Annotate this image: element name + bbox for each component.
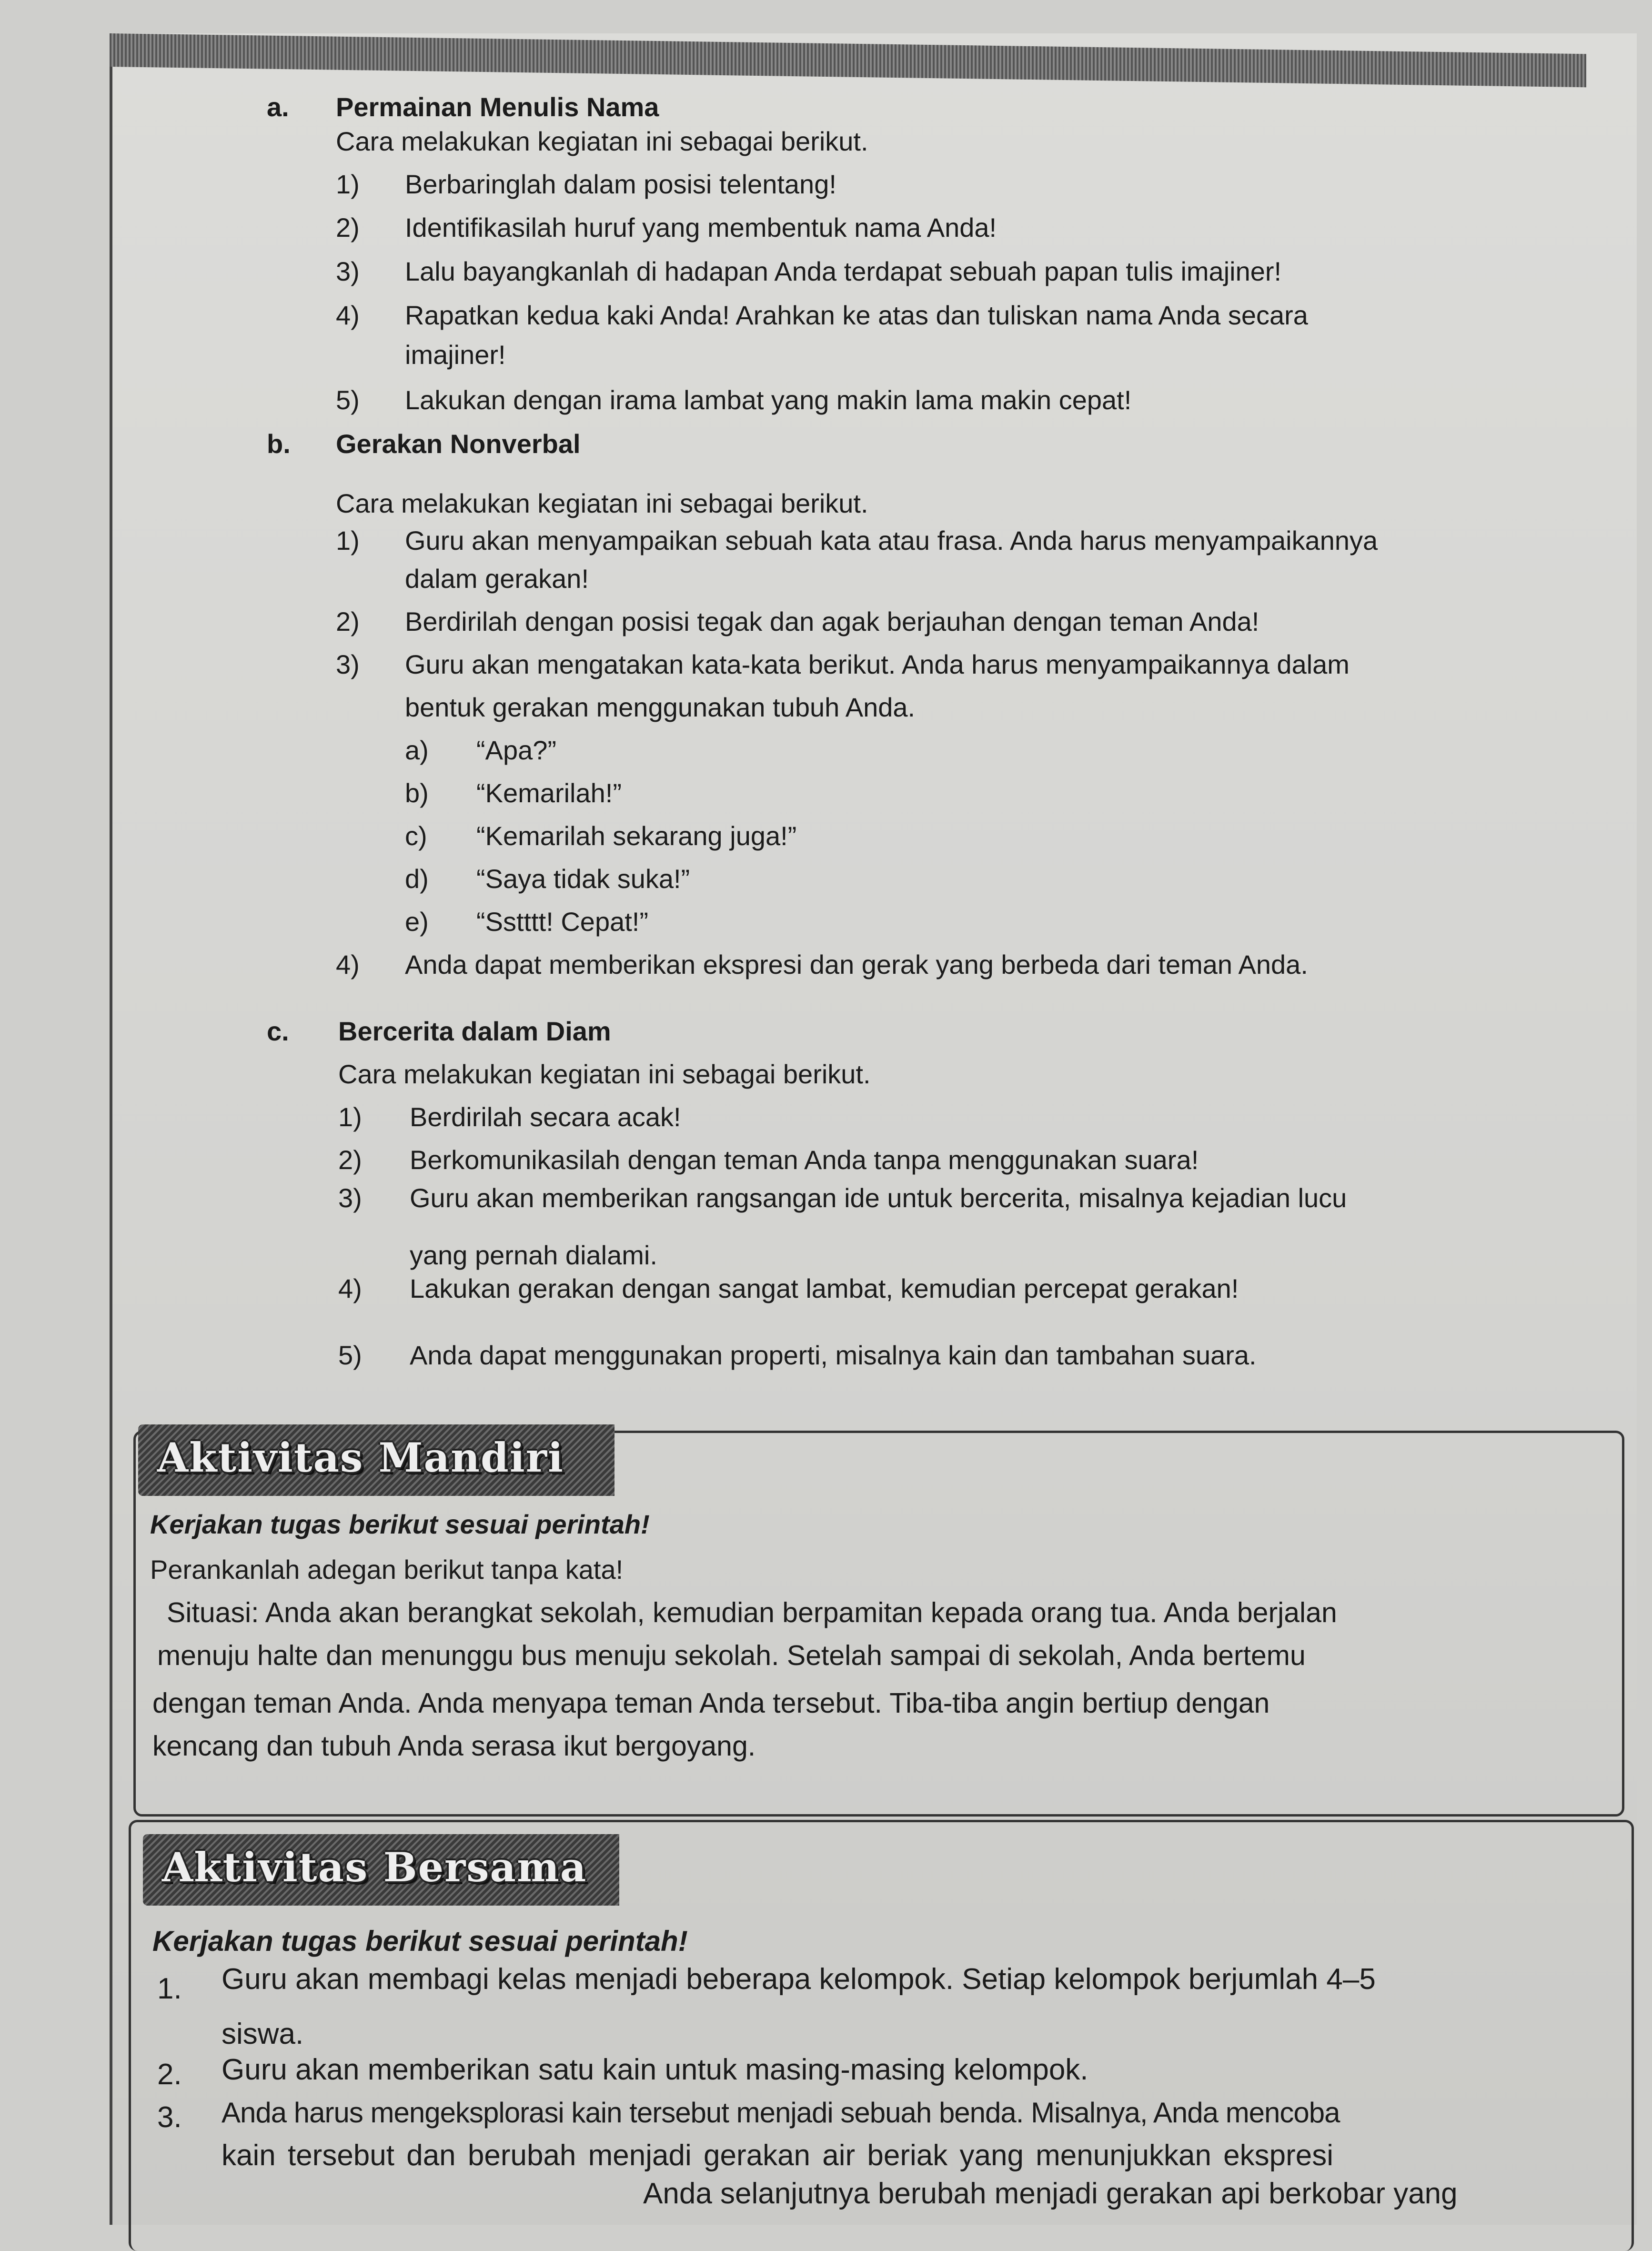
subitem-text: “Apa?” [476,735,557,765]
step-number: 4) [336,300,360,330]
step-text: yang pernah dialami. [410,1240,657,1270]
item-text: siswa. [222,2018,304,2050]
step-number: 5) [338,1340,362,1370]
activity-text: kencang dan tubuh Anda serasa ikut bergoyang. [152,1730,756,1762]
item-number: 1. [157,1972,182,2005]
step-text: Lakukan gerakan dengan sangat lambat, kemudian percepat gerakan! [410,1273,1239,1303]
step-number: 2) [336,606,360,636]
subitem-text: “Kemarilah!” [476,778,622,808]
step-text: Lakukan dengan irama lambat yang makin lama makin cepat! [405,385,1132,415]
section-marker: b. [267,429,291,459]
activity-text: Situasi: Anda akan berangkat sekolah, kemudian berpamitan kepada orang tua. Anda berjalan [167,1597,1337,1628]
section-title: Permainan Menulis Nama [336,92,659,122]
step-number: 1) [336,525,360,555]
step-text: Guru akan memberikan rangsangan ide untuk bercerita, misalnya kejadian lucu [410,1183,1347,1213]
step-text: Lalu bayangkanlah di hadapan Anda terdapat sebuah papan tulis imajiner! [405,256,1282,286]
aktivitas-bersama-badge [143,1834,619,1906]
item-text: Anda harus mengeksplorasi kain tersebut menjadi sebuah benda. Misalnya, Anda mencoba [222,2097,1340,2129]
subitem-number: e) [405,907,429,937]
subitem-number: c) [405,821,427,851]
section-title: Gerakan Nonverbal [336,429,581,459]
step-text: Anda dapat menggunakan properti, misalnya kain dan tambahan suara. [410,1340,1257,1370]
subitem-number: d) [405,864,429,894]
step-text: Berdirilah dengan posisi tegak dan agak berjauhan dengan teman Anda! [405,606,1259,636]
step-text: Berkomunikasilah dengan teman Anda tanpa menggunakan suara! [410,1145,1199,1175]
item-number: 2. [157,2058,182,2091]
subitem-number: a) [405,735,429,765]
activity-text: dengan teman Anda. Anda menyapa teman Anda tersebut. Tiba-tiba angin bertiup dengan [152,1687,1270,1719]
badge-label: Aktivitas Bersama [162,1844,587,1891]
step-number: 2) [336,212,360,242]
step-text: Rapatkan kedua kaki Anda! Arahkan ke atas dan tuliskan nama Anda secara [405,300,1308,330]
section-title: Bercerita dalam Diam [338,1016,611,1046]
item-text: Guru akan membagi kelas menjadi beberapa kelompok. Setiap kelompok berjumlah 4–5 [222,1963,1376,1996]
aktivitas-mandiri-badge [138,1424,614,1496]
subitem-text: “Sstttt! Cepat!” [476,907,648,937]
section-intro: Cara melakukan kegiatan ini sebagai berikut. [338,1059,871,1089]
item-number: 3. [157,2101,182,2134]
step-number: 4) [336,949,360,979]
step-number: 1) [336,169,360,199]
section-intro: Cara melakukan kegiatan ini sebagai berikut. [336,488,868,518]
activity-text: menuju halte dan menunggu bus menuju sekolah. Setelah sampai di sekolah, Anda bertemu [157,1640,1306,1671]
step-text: Berbaringlah dalam posisi telentang! [405,169,836,199]
step-number: 2) [338,1145,362,1175]
step-text: bentuk gerakan menggunakan tubuh Anda. [405,692,916,722]
step-text: Berdirilah secara acak! [410,1102,681,1132]
item-text: Anda selanjutnya berubah menjadi gerakan api berkobar yang [643,2177,1458,2210]
section-marker: a. [267,92,289,122]
section-intro: Cara melakukan kegiatan ini sebagai berikut. [336,126,868,156]
step-text: imajiner! [405,340,506,370]
step-text: Anda dapat memberikan ekspresi dan gerak yang berbeda dari teman Anda. [405,949,1308,979]
badge-label: Aktivitas Mandiri [157,1434,564,1481]
step-text: Identifikasilah huruf yang membentuk nama Anda! [405,212,997,242]
step-number: 4) [338,1273,362,1303]
instruction: Kerjakan tugas berikut sesuai perintah! [150,1509,650,1539]
step-number: 1) [338,1102,362,1132]
instruction: Kerjakan tugas berikut sesuai perintah! [152,1925,688,1957]
item-text: Guru akan memberikan satu kain untuk masing-masing kelompok. [222,2053,1088,2086]
step-text: Guru akan mengatakan kata-kata berikut. Anda harus menyampaikannya dalam [405,649,1350,679]
subitem-text: “Saya tidak suka!” [476,864,690,894]
activity-text: Perankanlah adegan berikut tanpa kata! [150,1555,624,1585]
step-number: 3) [336,256,360,286]
step-number: 5) [336,385,360,415]
step-text: dalam gerakan! [405,564,589,594]
item-text: kain tersebut dan berubah menjadi gerakan air beriak yang menunjukkan ekspresi [222,2139,1334,2172]
subitem-text: “Kemarilah sekarang juga!” [476,821,797,851]
section-marker: c. [267,1016,289,1046]
subitem-number: b) [405,778,429,808]
step-number: 3) [336,649,360,679]
step-number: 3) [338,1183,362,1213]
step-text: Guru akan menyampaikan sebuah kata atau frasa. Anda harus menyampaikannya [405,525,1378,555]
